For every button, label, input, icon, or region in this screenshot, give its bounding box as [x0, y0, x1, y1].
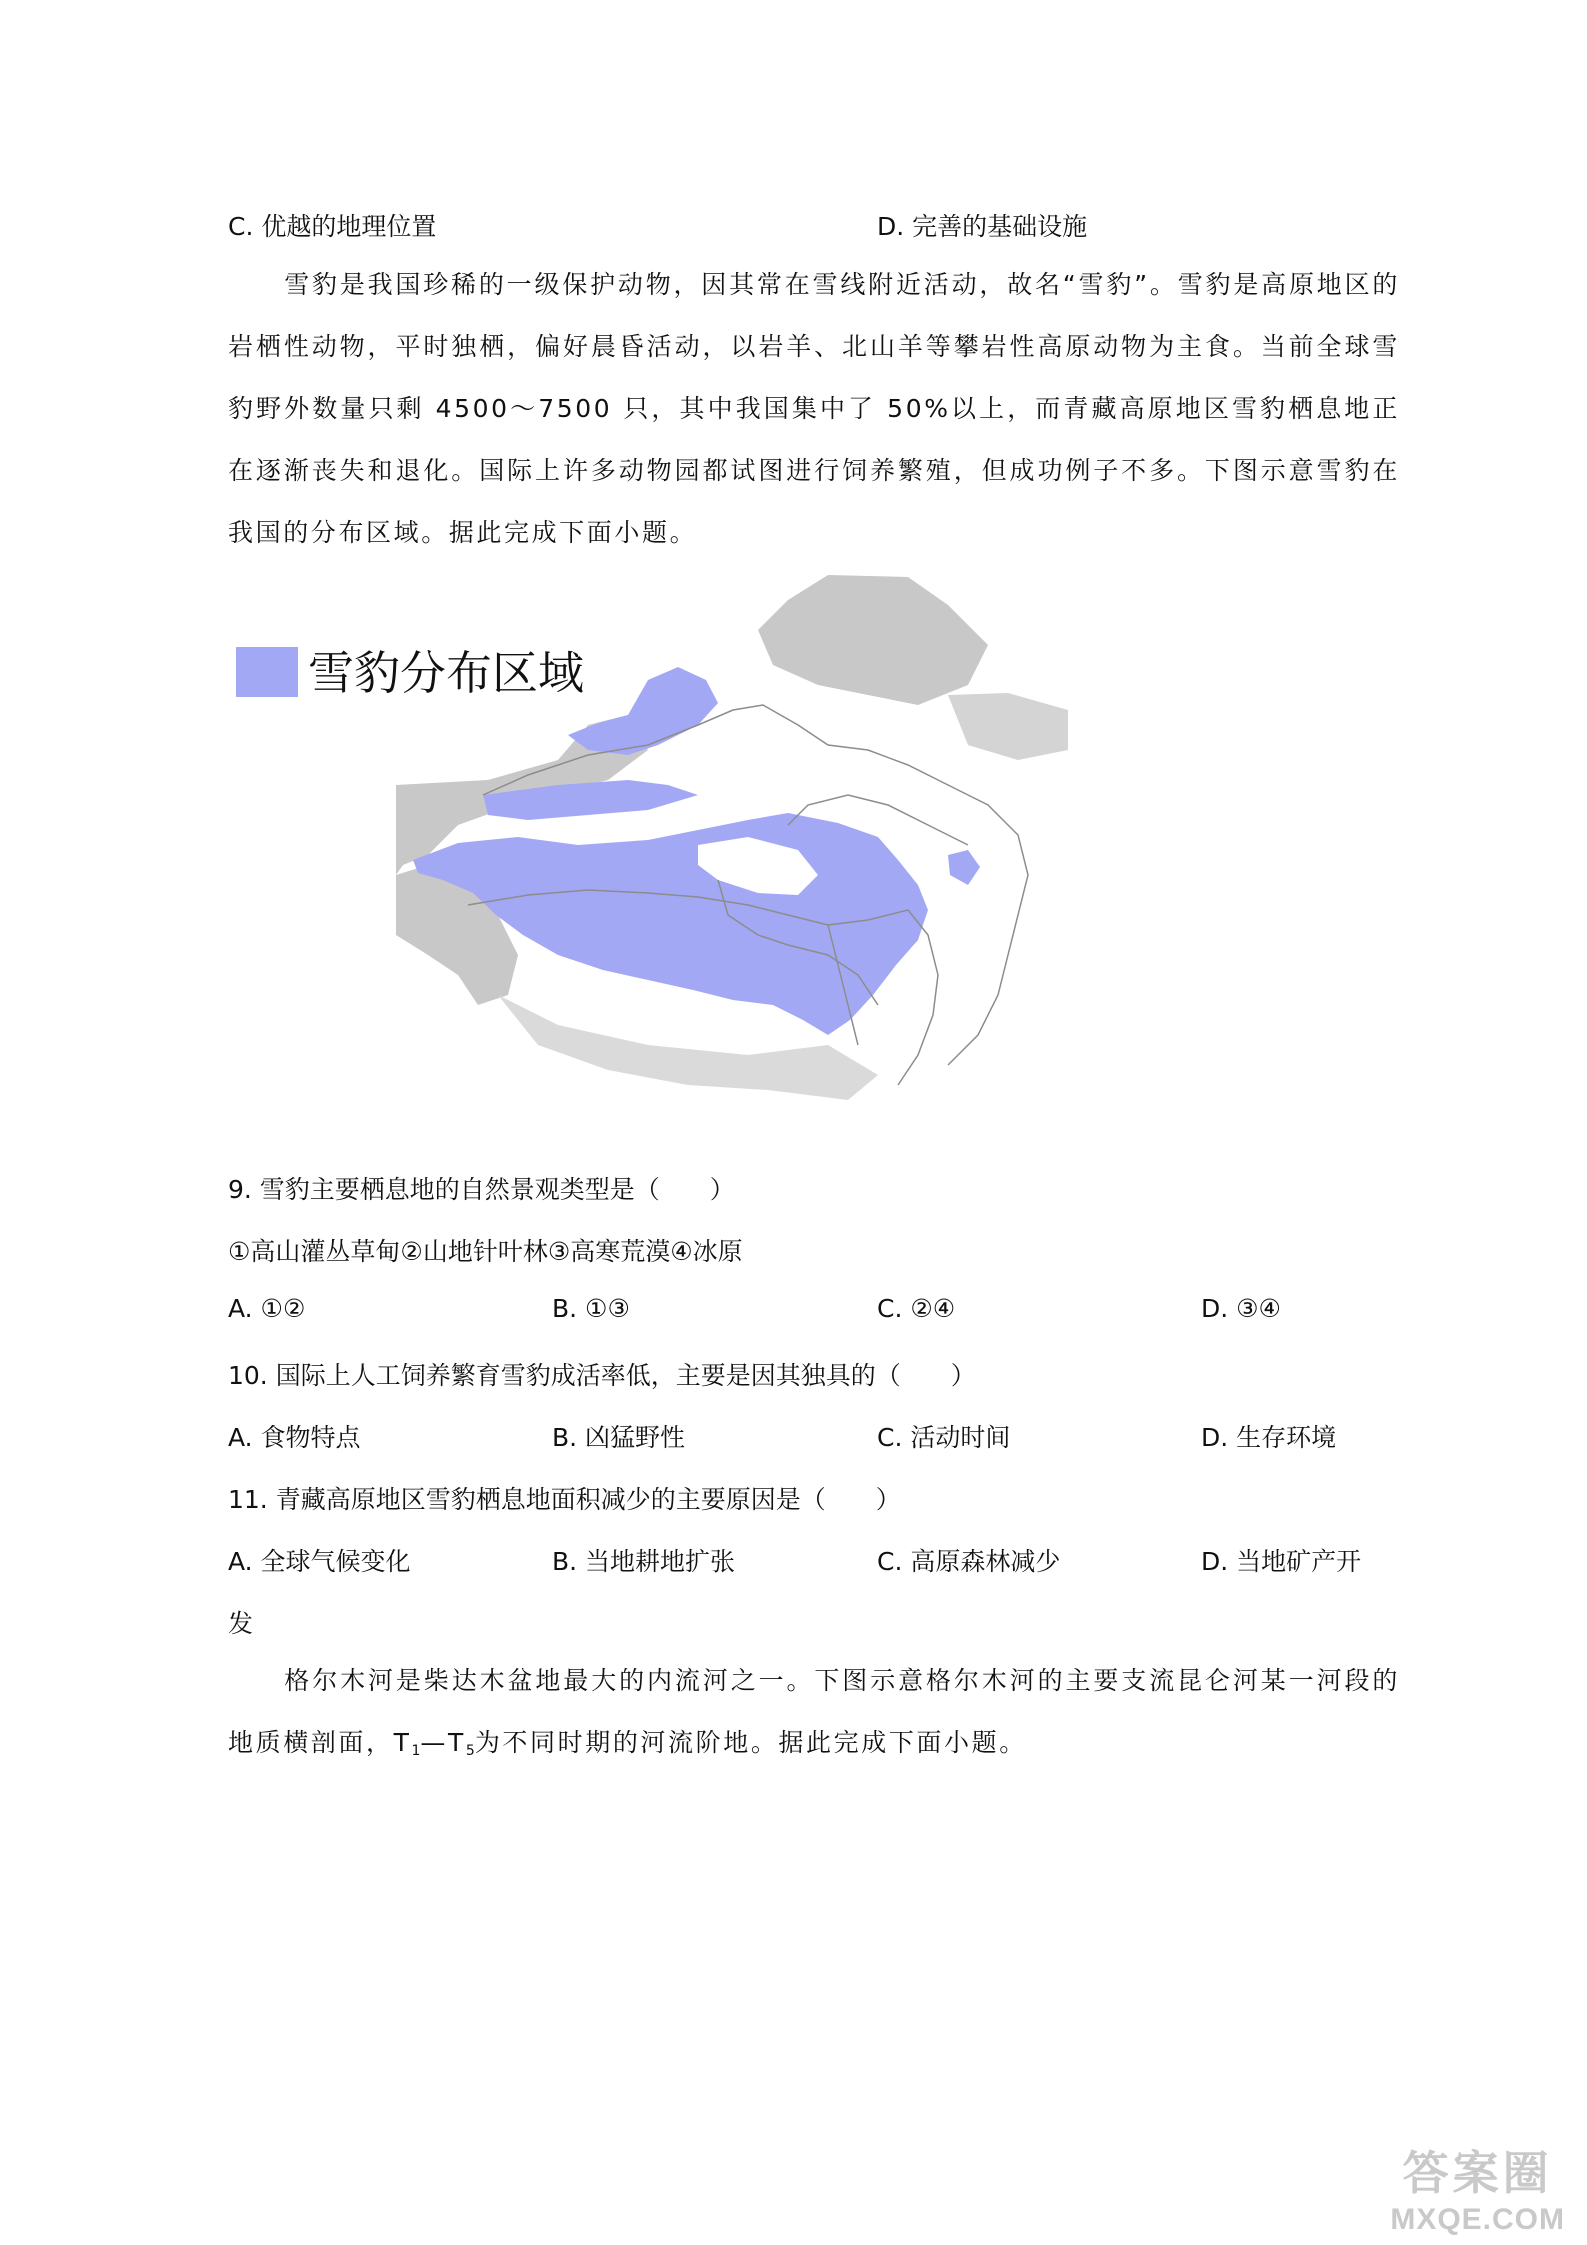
q11-option-d-wrap: 发 [228, 1609, 254, 1638]
passage-text: 雪豹是我国珍稀的一级保护动物，因其常在雪线附近活动，故名“雪豹”。雪豹是高原地区的岩栖性动物，平时独栖，偏好晨昏活动，以岩羊、北山羊等攀岩性高原动物为主食。当前全球雪豹野外数量只剩 4500～7500 只，其中我国集中了 50%以上，而青藏高原地区雪豹栖息地正在逐渐丧失和退化。国际上许多动物园都试图进行饲养繁殖，但成功例子不多。下图示意雪豹在我国的分布区域。据此完成下面小题。 [228, 270, 1400, 547]
question-11-stem: 11. 青藏高原地区雪豹栖息地面积减少的主要原因是（ ） [228, 1485, 901, 1514]
q10-option-d: D. 生存环境 [1201, 1423, 1337, 1452]
q10-option-a: A. 食物特点 [228, 1423, 361, 1452]
map-range-northeast [948, 850, 980, 885]
map-land-east [948, 693, 1068, 760]
passage-snow-leopard [228, 254, 1400, 564]
passage-golmud-river [228, 1650, 1400, 1782]
watermark-logo: 答案圈 [1402, 2147, 1553, 2199]
q9-option-a: A. ①② [228, 1294, 306, 1323]
q11-option-b: B. 当地耕地扩张 [552, 1547, 736, 1576]
option-c-prev: C. 优越的地理位置 [228, 212, 437, 241]
q11-option-a: A. 全球气候变化 [228, 1547, 411, 1576]
q9-option-d: D. ③④ [1201, 1294, 1281, 1323]
map-land-north [758, 575, 988, 705]
legend-label: 雪豹分布区域 [308, 646, 584, 700]
map-range-north [568, 667, 718, 755]
q10-option-c: C. 活动时间 [877, 1423, 1011, 1452]
q11-option-d: D. 当地矿产开 [1201, 1547, 1362, 1576]
q10-option-b: B. 凶猛野性 [552, 1423, 686, 1452]
passage2-dash: —T [420, 1728, 466, 1757]
legend-swatch [236, 647, 298, 697]
subscript-1: 1 [411, 1743, 421, 1759]
q11-option-c: C. 高原森林减少 [877, 1547, 1061, 1576]
q9-option-c: C. ②④ [877, 1294, 956, 1323]
watermark-url: MXQE.COM [1390, 2203, 1565, 2236]
option-d-prev: D. 完善的基础设施 [877, 212, 1088, 241]
q9-option-b: B. ①③ [552, 1294, 630, 1323]
passage2-text-1: 格尔木河是柴达木盆地最大的内流河之一。下图示意格尔木河的主要支流昆仑河某一河段的地质横剖面，T [228, 1666, 1400, 1757]
question-10-stem: 10. 国际上人工饲养繁育雪豹成活率低，主要是因其独具的（ ） [228, 1361, 976, 1390]
question-9-items: ①高山灌丛草甸②山地针叶林③高寒荒漠④冰原 [228, 1237, 743, 1266]
subscript-5: 5 [465, 1743, 475, 1759]
passage2-text-2: 为不同时期的河流阶地。据此完成下面小题。 [474, 1728, 1027, 1757]
question-9-stem: 9. 雪豹主要栖息地的自然景观类型是（ ） [228, 1175, 735, 1204]
watermark [1390, 2137, 1565, 2237]
snow-leopard-map [228, 575, 1118, 1135]
